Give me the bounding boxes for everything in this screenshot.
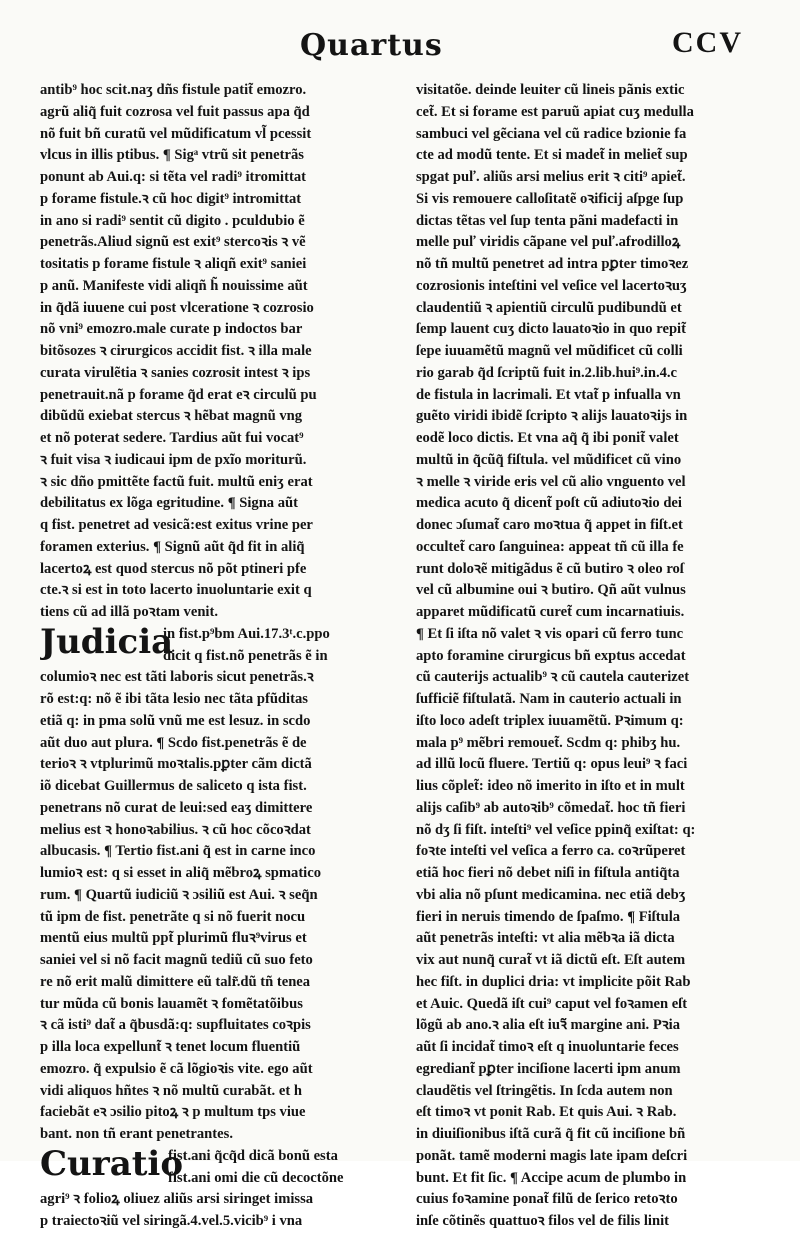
text-line: tositatis p forame fistule ꝛ aliqñ exit⁹ saniei <box>40 256 307 272</box>
text-line: tur mũda cũ bonis lauamẽt ꝛ fomẽtatõibus <box>40 995 303 1012</box>
text-line: lõgũ ab ano.ꝛ alia eſt iuꝛ̃ margine ani. Pꝛia <box>416 1017 681 1034</box>
running-head: Quartus <box>300 28 443 63</box>
text-line: rum. ¶ Quartũ iudiciũ ꝛ ɔsiliũ est Aui. ꝛ seq̃n <box>40 886 318 903</box>
text-line: vix aut nunq̃ curat̃ vt iã dictũ eſt. Eſt autem <box>416 952 686 968</box>
text-line: vel cũ albumine oui ꝛ butiro. Qñ aũt vulnus <box>416 582 686 599</box>
text-line: occultet̃ caro ſanguinea: appeat tñ cũ illa fe <box>416 538 684 555</box>
text-line: ꝛ cã isti⁹ dat̃ a q̃busdã:q: supfluitates coꝛpis <box>40 1017 311 1034</box>
text-line: albucasis. ¶ Tertio fist.ani q̃ est in carne inco <box>40 843 316 860</box>
text-line: claudentiũ ꝛ apientiũ circulũ pudibundũ et <box>416 299 682 316</box>
text-line: ꝛ sic dño pmittẽte factũ fuit. multũ eniʒ erat <box>40 473 313 490</box>
text-line: nõ vni⁹ emozro.male curate p indoctos bar <box>40 321 303 338</box>
text-line: penetrans nõ curat de leui:sed eaʒ dimittere <box>40 799 313 816</box>
text-line: guẽto viridi ibidẽ ſcripto ꝛ alijs lauatoꝛijs in <box>416 408 688 425</box>
text-line: rõ est:q: nõ ẽ ibi tãta lesio nec tãta pfũditas <box>40 691 308 707</box>
folio-number: CCV <box>672 26 743 59</box>
text-line: in q̃dã iuuene cui post vlceratione ꝛ cozrosio <box>40 299 314 316</box>
text-line: dibũdũ exiebat stercus ꝛ hẽbat magnũ vng <box>40 408 303 425</box>
text-line: ꝛ fuit visa ꝛ iudicaui ipm de pxĩo moriturũ. <box>40 451 307 468</box>
text-line: nõ fuit bñ curatũ vel mũdificatum vl̃ pcessit <box>40 125 312 142</box>
text-line: Si vis remouere calloſitatẽ oꝛificij aſpge ſup <box>416 190 684 207</box>
text-line: ſemp lauent cuʒ dicto lauatoꝛio in quo repit̃ <box>416 321 686 338</box>
text-line: cte.ꝛ si est in toto lacerto inuoluntarie exit q <box>40 582 312 599</box>
text-line: rio garab q̃d ſcriptũ fuit in.2.lib.hui⁹.in.4.c <box>416 364 678 381</box>
curatio-heading: Curatio <box>40 1145 184 1184</box>
text-line: donec ɔſumat̃ caro moꝛtua q̃ appet in fiſt.et <box>416 517 683 533</box>
text-line: ¶ Et ſi iſta nõ valet ꝛ vis opari cũ ferro tunc <box>416 625 684 642</box>
text-line: runt doloꝛẽ mitigãdus ẽ cũ butiro ꝛ oleo roſ <box>416 560 684 577</box>
text-line: re nõ erit malũ dimittere eũ talr̃.dũ tñ tenea <box>40 973 311 990</box>
text-line: eodẽ loco dictis. Et vna aq̃ q̃ ibi ponit̃ valet <box>416 430 679 446</box>
text-line: p forame fistule.ꝛ cũ hoc digit⁹ intromittat <box>40 190 302 207</box>
text-line: mala p⁹ mẽbri remouet̃. Scdm q: phibʒ hu. <box>416 734 681 751</box>
text-line: cozrosionis inteſtini vel veſice vel lacertoꝛuʒ <box>416 277 687 294</box>
text-line: tũ ipm de fist. penetrãte q si nõ fuerit nocu <box>40 908 306 925</box>
text-line: et Auic. Quedã iſt cui⁹ caput vel foꝛamen eſt <box>416 995 688 1012</box>
curatio-section <box>40 1146 395 1190</box>
text-line: inſe cõtinẽs quattuoꝛ filos vel de filis linit <box>416 1213 669 1229</box>
text-line: foramen exterius. ¶ Signũ aũt q̃d fit in aliq̃ <box>40 538 305 555</box>
text-line: aũt ſi incidat̃ timoꝛ eſt q inuoluntarie feces <box>416 1039 679 1055</box>
text-line: egrediant̃ pꝑter inciſione lacerti ipm anum <box>416 1060 681 1077</box>
text-line: vlcus in illis ptibus. ¶ Sigͣ vtrũ sit penetrãs <box>40 147 304 164</box>
text-line: ponãt. tamẽ moderni magis late ipam deſcri <box>416 1147 688 1164</box>
text-line: fist.ani q̃cq̃d dicã bonũ esta <box>168 1147 338 1164</box>
text-line: p traiectoꝛiũ vel siringã.4.vel.5.vicib⁹ i vna <box>40 1213 303 1229</box>
left-text-block-2 <box>40 689 395 1146</box>
text-line: bitõsozes ꝛ cirurgicos accidit fist. ꝛ illa male <box>40 343 312 359</box>
text-line: fieri in neruis timendo de ſpaſmo. ¶ Fiſtula <box>416 908 681 925</box>
text-line: dicit q fist.nõ penetrãs ẽ in <box>163 647 328 664</box>
text-line: vidi aliquos hñtes ꝛ nõ multũ curabãt. et h <box>40 1082 302 1099</box>
text-line: columioꝛ nec est tãti laboris sicut penetrãs.ꝛ <box>40 669 314 686</box>
text-line: in diuiſionibus iſtã curã q̃ fit cũ inciſione bñ <box>416 1126 686 1142</box>
text-line: in fist.p⁹bm Aui.17.3ͭ.c.ppo <box>163 625 330 642</box>
text-line: aũt penetrãs inteſti: vt alia mẽbꝛa iã dicta <box>416 930 675 947</box>
text-line: sambuci vel gẽciana vel cũ radice bzionie fa <box>416 125 687 142</box>
text-line: iõ dicebat Guillermus de saliceto q ista fist. <box>40 778 307 794</box>
text-line: foꝛte inteſti vel veſica a ferro ca. coꝛrũperet <box>416 843 686 860</box>
text-line: nõ tñ multũ penetret ad intra pꝑter timoꝛez <box>416 256 689 272</box>
text-line: fist.ani omi die cũ decoctõne <box>168 1169 344 1186</box>
text-line: faciebãt eꝛ ɔsilio pitoꝝ ꝛ p multum tps viue <box>40 1104 306 1121</box>
text-line: alijs caſib⁹ ab autoꝛib⁹ cõmedat̃. hoc tñ fieri <box>416 799 686 816</box>
text-line: spgat puľ. aliũs arsi melius erit ꝛ citi⁹ apiet̃. <box>416 169 686 185</box>
text-line: melle puľ viridis cãpane vel puľ.afrodilloꝝ <box>416 234 681 251</box>
text-line: tiens cũ ad illã poꝛtam venit. <box>40 604 218 620</box>
text-line: etiã hoc fieri nõ debet niſi in fiſtula antiq̃ta <box>416 865 680 881</box>
text-line: lacertoꝝ est quod stercus nõ põt ptineri pfe <box>40 560 307 577</box>
text-line: debilitatus ex lõga egritudine. ¶ Signa aũt <box>40 495 299 512</box>
left-text-block-1 <box>40 80 395 624</box>
text-line: p illa loca expellunt̃ ꝛ tenet locum fluentiũ <box>40 1039 301 1055</box>
text-line: curata virulẽtia ꝛ sanies cozrosit intest ꝛ ips <box>40 364 311 381</box>
text-line: ꝛ melle ꝛ viride eris vel cũ alio vnguento vel <box>416 473 686 490</box>
text-line: in ano si radi⁹ sentit cũ digito . pculdubio ẽ <box>40 212 305 229</box>
text-line: apto foramine cirurgicus bñ exptus accedat <box>416 647 686 664</box>
text-line: visitatõe. deinde leuiter cũ lineis pãnis extic <box>416 82 685 98</box>
text-line: medica acuto q̃ dicent̃ poſt cũ adiutoꝛio dei <box>416 495 682 512</box>
text-line: cuius foꝛamine ponat̃ filũ de ſerico retoꝛto <box>416 1191 678 1208</box>
text-line: multũ in q̃cũq̃ fiſtula. vel mũdificet cũ vino <box>416 451 682 468</box>
left-text-block-3 <box>40 1189 395 1233</box>
text-line: antib⁹ hoc scit.naʒ dñs fistule patit̃ emozro. <box>40 82 307 98</box>
text-line: lumioꝛ est: q si esset in aliq̃ mẽbroꝝ spmatico <box>40 865 322 881</box>
text-line: agrũ aliq̃ fuit cozrosa vel fuit passus apa q̃d <box>40 103 310 120</box>
text-line: dictas tẽtas vel ſup tenta pãni madefacti in <box>416 212 679 229</box>
text-line: eſt timoꝛ vt ponit Rab. Et quis Aui. ꝛ Rab. <box>416 1104 677 1121</box>
left-column <box>40 80 395 1233</box>
text-line: bant. non tñ erant penetrantes. <box>40 1126 233 1142</box>
judicia-heading: Judicia <box>40 623 174 662</box>
text-line: saniei vel si nõ facit magnũ tediũ cũ suo feto <box>40 952 313 968</box>
text-line: cũ cauterijs actualib⁹ ꝛ cũ cautela cauterizet <box>416 669 690 686</box>
text-line: lius cõplet̃: ideo nõ imerito in iſto et in mult <box>416 778 685 794</box>
text-line: ſepe iuuamẽtũ magnũ vel mũdificet cũ colli <box>416 343 683 359</box>
text-line: p anũ. Manifeste vidi aliqñ h̃ nouissime aũt <box>40 277 308 294</box>
text-line: nõ dʒ ſi fiſt. inteſti⁹ vel veſice ppinq̃ exiſtat: q: <box>416 821 696 838</box>
text-line: emozro. q̃ expulsio ẽ cã lõgioꝛis vite. ego aũt <box>40 1060 313 1077</box>
text-line: bunt. Et fit ſic. ¶ Accipe acum de plumbo in <box>416 1169 687 1186</box>
text-line: ponunt ab Aui.q: si tẽta vel radi⁹ itromittat <box>40 169 306 185</box>
text-line: q fist. penetret ad vesicã:est exitus vrine per <box>40 517 313 533</box>
text-line: mentũ eius multũ ppt̃ plurimũ fluꝛ⁹virus et <box>40 930 307 947</box>
text-line: terioꝛ ꝛ vtplurimũ moꝛtalis.pꝑter cãm dictã <box>40 756 312 773</box>
text-line: hec fiſt. in duplici dria: vt implicite põit Rab <box>416 973 691 990</box>
text-line: claudẽtis vel ſtringẽtis. In ſcda autem non <box>416 1082 673 1099</box>
text-line: aũt duo aut plura. ¶ Scdo fist.penetrãs ẽ de <box>40 734 307 751</box>
text-line: apparet mũdificatũ curet̃ cum incarnatiuis. <box>416 604 685 620</box>
text-line: ad illũ locũ fluere. Tertiũ q: opus leui⁹ ꝛ faci <box>416 756 688 773</box>
text-line: ſufficiẽ fiſtulatã. Nam in cauterio actuali in <box>416 691 682 707</box>
text-line: agri⁹ ꝛ folioꝝ oliuez aliũs arsi siringet imissa <box>40 1191 314 1208</box>
text-line: penetrauit.nã p forame q̃d erat eꝛ circulũ pu <box>40 386 317 403</box>
text-line: penetrãs.Aliud signũ est exit⁹ stercoꝛis ꝛ vẽ <box>40 234 306 251</box>
text-line: melius est ꝛ honoꝛabilius. ꝛ cũ hoc cõcoꝛdat <box>40 821 311 838</box>
text-line: vbi alia nõ pſunt medicamina. nec etiã debʒ <box>416 886 686 903</box>
text-line: et nõ poterat sedere. Tardius aũt fui vocat⁹ <box>40 430 304 446</box>
text-line: etiã q: in pma solũ vnũ me est lesuz. in scdo <box>40 712 311 729</box>
judicia-section <box>40 624 395 668</box>
text-line: cet̃. Et si forame est paruũ apiat cuʒ medulla <box>416 103 694 120</box>
text-line: cte ad modũ tente. Et si madet̃ in meliet̃ sup <box>416 147 688 164</box>
text-line: iſto loco adeſt triplex iuuamẽtũ. Pꝛimum q: <box>416 712 684 729</box>
text-line: de fistula in lacrimali. Et vtat̃ p infualla vn <box>416 386 681 403</box>
right-column <box>416 80 772 1233</box>
